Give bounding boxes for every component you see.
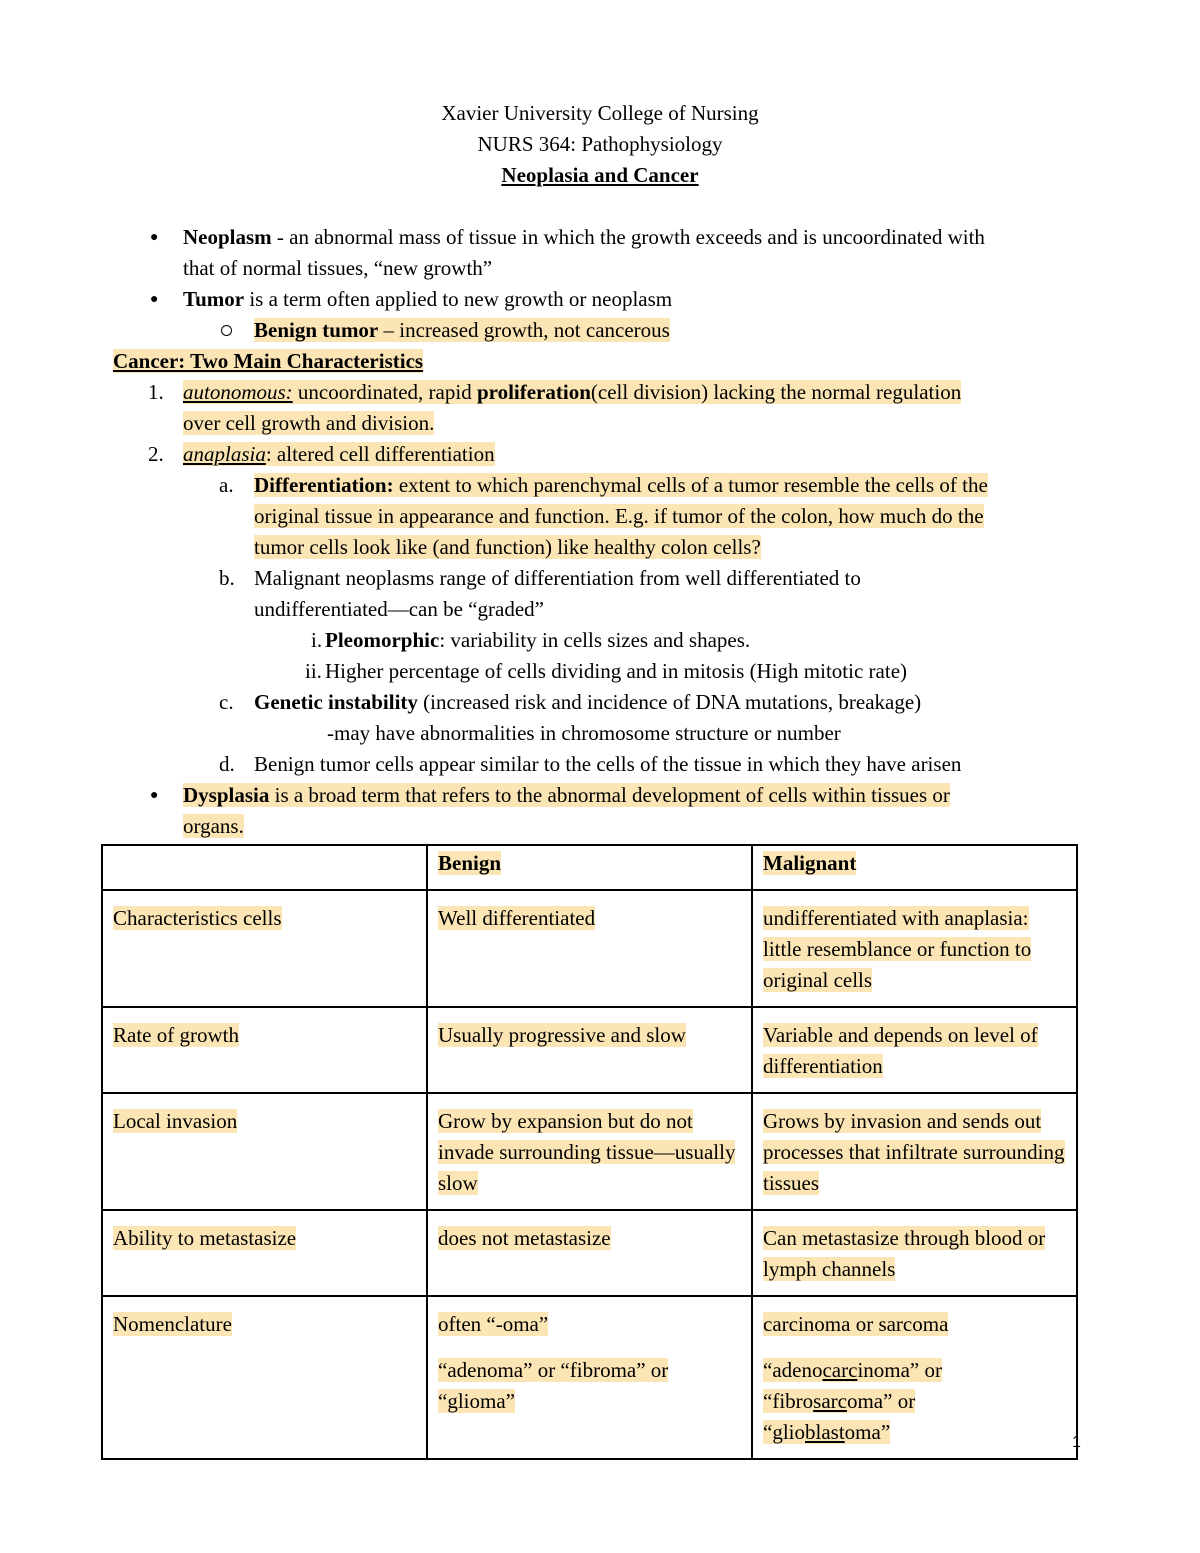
- differentiation-item-cont: original tissue in appearance and function. E.g. if tumor of the colon, how much do the: [254, 504, 984, 528]
- course-name: NURS 364: Pathophysiology: [477, 132, 723, 156]
- list-marker: ii.: [305, 659, 322, 683]
- table-row: [102, 890, 1077, 1007]
- table-row: [102, 1296, 1077, 1459]
- row-label: Nomenclature: [102, 1296, 427, 1459]
- malignant-cell: carcinoma or sarcoma “adenocarcinoma” or “fibrosarcoma” or “glioblastoma”: [752, 1296, 1077, 1459]
- bullet-icon: ●: [150, 788, 159, 803]
- list-marker: 1.: [148, 380, 164, 404]
- genetic-instability-item-cont: -may have abnormalities in chromosome structure or number: [327, 721, 841, 745]
- malignant-range-item: Malignant neoplasms range of differentiation from well differentiated to: [254, 566, 861, 590]
- malignant-cell: Variable and depends on level of differentiation: [752, 1007, 1077, 1093]
- benign-vs-malignant-table: [101, 844, 1078, 1460]
- table-row: [102, 1093, 1077, 1210]
- benign-tumor-definition: Benign tumor – increased growth, not cancerous: [254, 318, 670, 342]
- autonomous-item-cont: over cell growth and division.: [183, 411, 435, 435]
- table-header-malignant: Malignant: [752, 845, 1077, 890]
- cancer-heading: Cancer: Two Main Characteristics: [113, 349, 424, 373]
- bullet-icon: ●: [150, 230, 159, 245]
- row-label: Ability to metastasize: [102, 1210, 427, 1296]
- table-header-benign: Benign: [427, 845, 752, 890]
- row-label: Local invasion: [102, 1093, 427, 1210]
- mitotic-rate-item: Higher percentage of cells dividing and in mitosis (High mitotic rate): [325, 659, 908, 683]
- genetic-instability-item: Genetic instability (increased risk and incidence of DNA mutations, breakage): [254, 690, 922, 714]
- tumor-definition: Tumor is a term often applied to new growth or neoplasm: [183, 287, 673, 311]
- institution-name: Xavier University College of Nursing: [441, 101, 759, 125]
- neoplasm-definition: Neoplasm - an abnormal mass of tissue in which the growth exceeds and is uncoordinated with: [183, 225, 985, 249]
- benign-cell: often “-oma” “adenoma” or “fibroma” or “glioma”: [427, 1296, 752, 1459]
- benign-cell: Usually progressive and slow: [427, 1007, 752, 1093]
- malignant-cell: Grows by invasion and sends out processes that infiltrate surrounding tissues: [752, 1093, 1077, 1210]
- list-marker: 2.: [148, 442, 164, 466]
- hollow-bullet-icon: [221, 325, 232, 336]
- malignant-range-item-cont: undifferentiated—can be “graded”: [254, 597, 544, 621]
- dysplasia-definition-cont: organs.: [183, 814, 244, 838]
- page-title: Neoplasia and Cancer: [501, 163, 699, 187]
- table-header-cell: [102, 845, 427, 890]
- malignant-cell: Can metastasize through blood or lymph channels: [752, 1210, 1077, 1296]
- page-number: 1: [1072, 1434, 1081, 1451]
- row-label: Rate of growth: [102, 1007, 427, 1093]
- anaplasia-item: anaplasia: altered cell differentiation: [183, 442, 495, 466]
- list-marker: b.: [219, 566, 235, 590]
- neoplasm-definition-cont: that of normal tissues, “new growth”: [183, 256, 493, 280]
- dysplasia-definition: Dysplasia is a broad term that refers to the abnormal development of cells within tissues or: [183, 783, 950, 807]
- list-marker: d.: [219, 752, 235, 776]
- benign-cell: does not metastasize: [427, 1210, 752, 1296]
- benign-cells-item: Benign tumor cells appear similar to the cells of the tissue in which they have arisen: [254, 752, 962, 776]
- list-marker: a.: [219, 473, 234, 497]
- malignant-cell: undifferentiated with anaplasia: little resemblance or function to original cells: [752, 890, 1077, 1007]
- list-marker: c.: [219, 690, 234, 714]
- table-row: [102, 1007, 1077, 1093]
- differentiation-item: Differentiation: extent to which parenchymal cells of a tumor resemble the cells of the: [254, 473, 988, 497]
- differentiation-item-cont: tumor cells look like (and function) like healthy colon cells?: [254, 535, 761, 559]
- autonomous-item: autonomous: uncoordinated, rapid proliferation(cell division) lacking the normal regulation: [183, 380, 962, 404]
- row-label: Characteristics cells: [102, 890, 427, 1007]
- table-row: [102, 1210, 1077, 1296]
- table-header-row: [102, 845, 1077, 890]
- benign-cell: Well differentiated: [427, 890, 752, 1007]
- benign-cell: Grow by expansion but do not invade surrounding tissue—usually slow: [427, 1093, 752, 1210]
- pleomorphic-item: Pleomorphic: variability in cells sizes and shapes.: [325, 628, 751, 652]
- bullet-icon: ●: [150, 292, 159, 307]
- list-marker: i.: [311, 628, 323, 652]
